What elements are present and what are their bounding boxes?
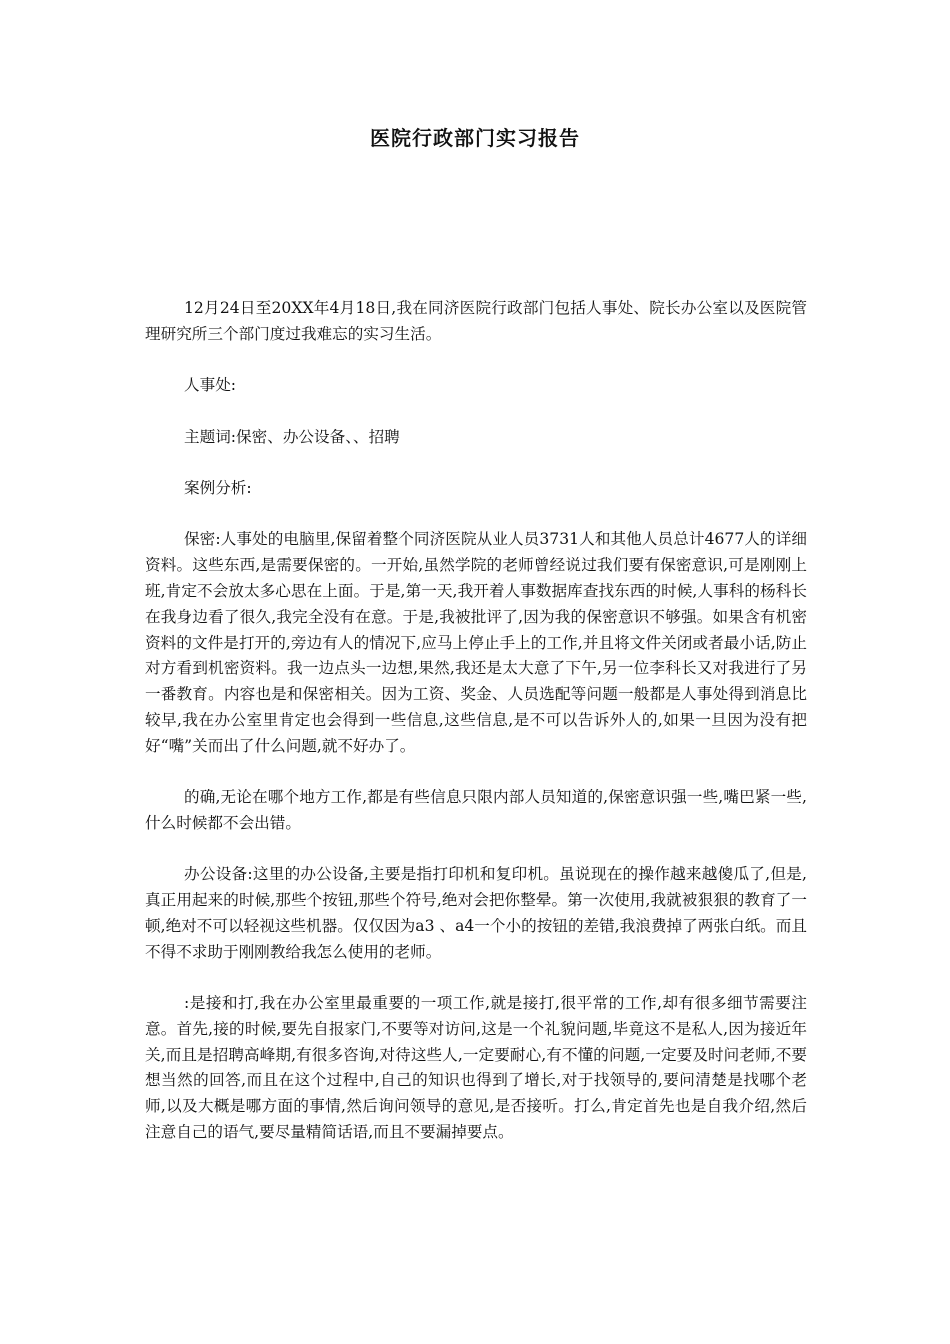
paragraph-office-equipment: 办公设备:这里的办公设备,主要是指打印机和复印机。虽说现在的操作越来越傻瓜了,但是,真正用起来的时候,那些个按钮,那些个符号,绝对会把你整晕。第一次使用,我就被狠狠的教育了一顿,绝对不可以轻视这些机器。仅仅因为a3 、a4一个小的按钮的差错,我浪费掉了两张白纸。而且不得不求助于刚刚教给我怎么使用的老师。 bbox=[145, 865, 807, 961]
paragraph-confidentiality: 保密:人事处的电脑里,保留着整个同济医院从业人员3731人和其他人员总计4677人的详细资料。这些东西,是需要保密的。一开始,虽然学院的老师曾经说过我们要有保密意识,可是刚刚上班,肯定不会放太多心思在上面。于是,第一天,我开着人事数据库查找东西的时候,人事科的杨科长在我身边看了很久,我完全没有在意。于是,我被批评了,因为我的保密意识不够强。如果含有机密资料的文件是打开的,旁边有人的情况下,应马上停止手上的工作,并且将文件关闭或者最小话,防止对方看到机密资料。我一边点头一边想,果然,我还是太大意了下午,另一位李科长又对我进行了另一番教育。内容也是和保密相关。因为工资、奖金、人员选配等问题一般都是人事处得到消息比较早,我在办公室里肯定也会得到一些信息,这些信息,是不可以告诉外人的,如果一旦因为没有把好“嘴”关而出了什么问题,就不好办了。 bbox=[145, 530, 807, 755]
case-analysis-heading: 案例分析: bbox=[184, 478, 252, 497]
keywords-line: 主题词:保密、办公设备、、招聘 bbox=[184, 427, 400, 446]
paragraph-intro: 12月24日至20XX年4月18日,我在同济医院行政部门包括人事处、院长办公室以及医院管理研究所三个部门度过我难忘的实习生活。 bbox=[145, 299, 807, 343]
paragraph-phone-calls: :是接和打,我在办公室里最重要的一项工作,就是接打,很平常的工作,却有很多细节需要注意。首先,接的时候,要先自报家门,不要等对访问,这是一个礼貌问题,毕竟这不是私人,因为接近年关,而且是招聘高峰期,有很多咨询,对待这些人,一定要耐心,有不懂的问题,一定要及时问老师,不要想当然的回答,而且在这个过程中,自己的知识也得到了增长,对于找领导的,要问清楚是找哪个老师,以及大概是哪方面的事情,然后询问领导的意见,是否接听。打么,肯定首先也是自我介绍,然后注意自己的语气,要尽量精简话语,而且不要漏掉要点。 bbox=[145, 994, 807, 1142]
section-heading-hr: 人事处: bbox=[184, 376, 237, 395]
document-title: 医院行政部门实习报告 bbox=[370, 126, 580, 150]
paragraph-confidentiality-summary: 的确,无论在哪个地方工作,都是有些信息只限内部人员知道的,保密意识强一些,嘴巴紧一些,什么时候都不会出错。 bbox=[145, 788, 807, 832]
document-body bbox=[145, 296, 807, 1171]
